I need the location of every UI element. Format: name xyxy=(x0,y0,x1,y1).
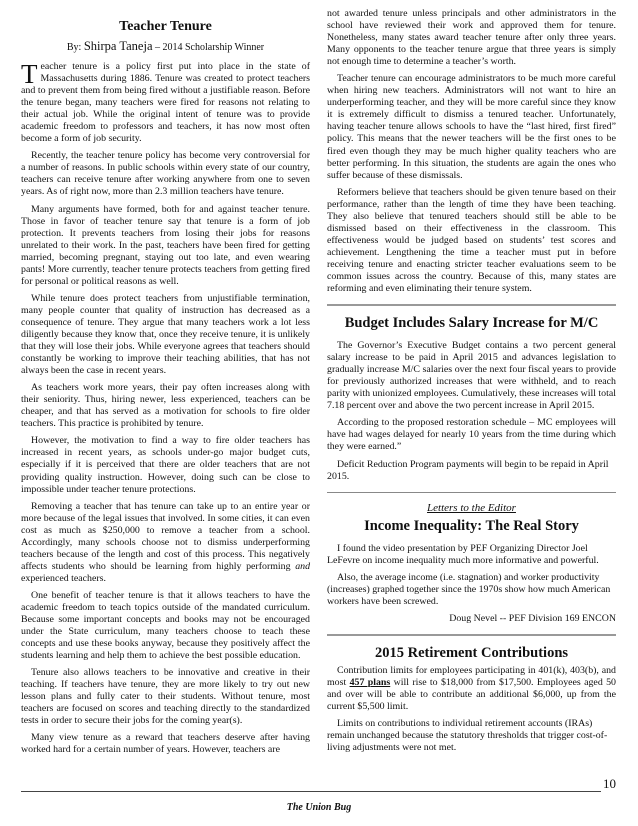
paragraph: Also, the average income (i.e. stagnation) and worker productivity (increases) graphed together since the 1970s show how much American workers have been screwed. xyxy=(327,571,611,607)
paragraph: Teacher tenure can encourage administrators to be much more careful when hiring new teachers. Administrators will not want to hire an underperforming teacher, and they will be more careful since they know it is extremely difficult to dismiss a tenured teacher. Unfortunately, having teacher tenure allows schools to have the “last hired, first fired” policy. This means that the newer teachers will be the first ones to be fired even though they may be much higher quality teachers who are better performing. In this situation, the students are again the ones who suffer because of these dismissals. xyxy=(327,73,616,181)
article-title-teacher-tenure: Teacher Tenure xyxy=(119,19,212,34)
paragraph: Many view tenure as a reward that teachers deserve after having worked hard for a certain number of years. However, teachers are xyxy=(21,732,310,756)
article-title-retirement: 2015 Retirement Contributions xyxy=(374,644,569,661)
paragraph: However, the motivation to find a way to fire older teachers has increased in recent years, as schools under-go major budget cuts, especially if it is perceived that there are older teachers that are not providing quality instruction. However, doing such can be close to impossible under teacher tenure protections. xyxy=(21,435,310,495)
letter-signature: Doug Nevel -- PEF Division 169 ENCON xyxy=(449,612,616,624)
article-title-budget: Budget Includes Salary Increase for M/C xyxy=(344,315,599,332)
457-plans-link[interactable]: 457 plans xyxy=(349,676,391,688)
article-title-income-inequality: Income Inequality: The Real Story xyxy=(364,517,579,534)
paragraph: I found the video presentation by PEF Organizing Director Joel LeFevre on income inequality much more informative and powerful. xyxy=(327,542,599,566)
left-column xyxy=(21,8,310,762)
byline xyxy=(21,39,310,54)
paragraph xyxy=(21,501,310,585)
author-name: Shirpa Taneja xyxy=(83,39,153,53)
paragraph: Tenure also allows teachers to be innovative and creative in their teaching. If teachers have tenure, they are more likely to try out new lesson plans and fully cater to their students. Without tenure, most teachers are focused on scores and teaching directly to the standardized tests in order to secure their jobs for the coming year(s). xyxy=(21,667,310,727)
byline-label: By: xyxy=(66,42,82,53)
paragraph: According to the proposed restoration schedule – MC employees will have had wages delayed for nearly 10 years from the time during which they were earned.” xyxy=(327,417,616,453)
paragraph: While tenure does protect teachers from unjustifiable termination, many people counter that quality of instruction has decreased as a consequence of tenure. They argue that many teachers work a lot less diligently because they know that, once they receive tenure, it is unlikely that they will lose their jobs. While everyone agrees that teachers should constantly be working to improve their teaching abilities, that has not always been the case in recent years. xyxy=(21,292,310,377)
paragraph: Reformers believe that teachers should be given tenure based on their performance, rather than the length of time they have been teaching. They also believe that tenured teachers should still be able to be dismissed based on their effectiveness in the classroom. This effectiveness would be judged based on students’ test scores and achievement. Lengthening the time a teacher must put in before receiving tenure and enacting stricter teacher evaluations seem to be common issues across the country. Because of this, many states are reforming and even eliminating their tenure system. xyxy=(327,186,616,295)
paragraph-text: will rise to $18,000 from $17,500. Employees aged 50 and over will be able to contribute an additional $6,000, up from the current $5,500 limit. xyxy=(327,676,616,713)
page-number: 10 xyxy=(603,776,616,791)
paragraph xyxy=(327,665,616,713)
author-suffix: – 2014 Scholarship Winner xyxy=(152,42,265,53)
right-column xyxy=(327,8,616,759)
publication-name: The Union Bug xyxy=(286,802,352,813)
paragraph-text: eacher tenure is a policy first put into place in the state of Massachusetts during 1886. Tenure was created to protect teachers and to prevent them from being fired without a justifiable reason. Before the tenure began, many teachers were fired for reasons not relating to their actual job. While the original intent of tenure was to provide academic freedom to professors and teachers, it has now most often become a form of job security. xyxy=(21,61,310,145)
paragraph: Deficit Reduction Program payments will begin to be repaid in April 2015. xyxy=(327,458,609,482)
paragraph: not awarded tenure unless principals and other administrators in the school have reviewed their work and approved them for tenure. Nonetheless, many states award teacher tenure after only three years. Many opponents to the teacher tenure argue that three years is simply not enough time to determine a teacher’s worth. xyxy=(327,8,616,68)
paragraph xyxy=(21,61,310,145)
paragraph: As teachers work more years, their pay often increases along with their seniority. Thus, hiring newer, less experienced, teachers can be cheaper, and that has served as a motivation for schools to fire older teachers. This practice is prohibited by tenure. xyxy=(21,382,310,430)
paragraph-text: Removing a teacher that has tenure can take up to an entire year or more because of the legal issues that involved. In some cities, it can even cost as much as $250,000 to remove a teacher from a school. Accordingly, many schools choose not to dismiss underperforming teachers because of the length and cost of this process. This negatively affects students who should be learning from highly performing xyxy=(21,500,310,572)
footer-divider xyxy=(21,791,601,792)
paragraph: Many arguments have formed, both for and against teacher tenure. Those in favor of teacher tenure say that tenure is a form of job protection. It prevents teachers from losing their jobs for reasons unrelated to their work. In the past, teachers have been fired for getting married, becoming pregnant, staying out too late, and even wearing pants! More currently, teacher tenure protects teachers from getting fired for personal or political reasons as well. xyxy=(21,203,310,287)
drop-cap: T xyxy=(21,59,38,89)
paragraph: The Governor’s Executive Budget contains a two percent general salary increase to be paid in April 2015 and advances legislation to gradually increase M/C salaries over the next four fiscal years to provide for previously authorized increases that were withheld, and to reach parity with unionized employees. Cumulatively, these increases will total 7.18 percent over and above the two percent increase in April 2015. xyxy=(327,340,616,412)
section-divider xyxy=(327,304,616,306)
section-divider xyxy=(327,634,616,636)
letters-to-editor-label: Letters to the Editor xyxy=(427,501,516,514)
emphasis: and xyxy=(295,560,310,572)
paragraph: Limits on contributions to individual retirement accounts (IRAs) remain unchanged because the statutory thresholds that trigger cost-of-living adjustments were not met. xyxy=(327,718,608,754)
section-divider xyxy=(327,492,616,493)
paragraph-text: Contribution limits for employees participating in 401(k), 403(b), and most xyxy=(327,664,616,688)
paragraph: One benefit of teacher tenure is that it allows teachers to have the academic freedom to teach topics outside of the mandated curriculum. Because some important concepts and books may not be encouraged under the State curriculum, many teachers choose to teach these concepts and use these books anyway, because they positively affect the students learning and help them to achieve the best possible education. xyxy=(21,589,310,662)
paragraph: Recently, the teacher tenure policy has become very controversial for a number of reasons. In public schools within every state of our country, teachers can receive tenure after working anywhere from one to seven years. As of right now, more than 2.3 million teachers have tenure. xyxy=(21,150,310,198)
paragraph-text: experienced teachers. xyxy=(21,572,106,584)
